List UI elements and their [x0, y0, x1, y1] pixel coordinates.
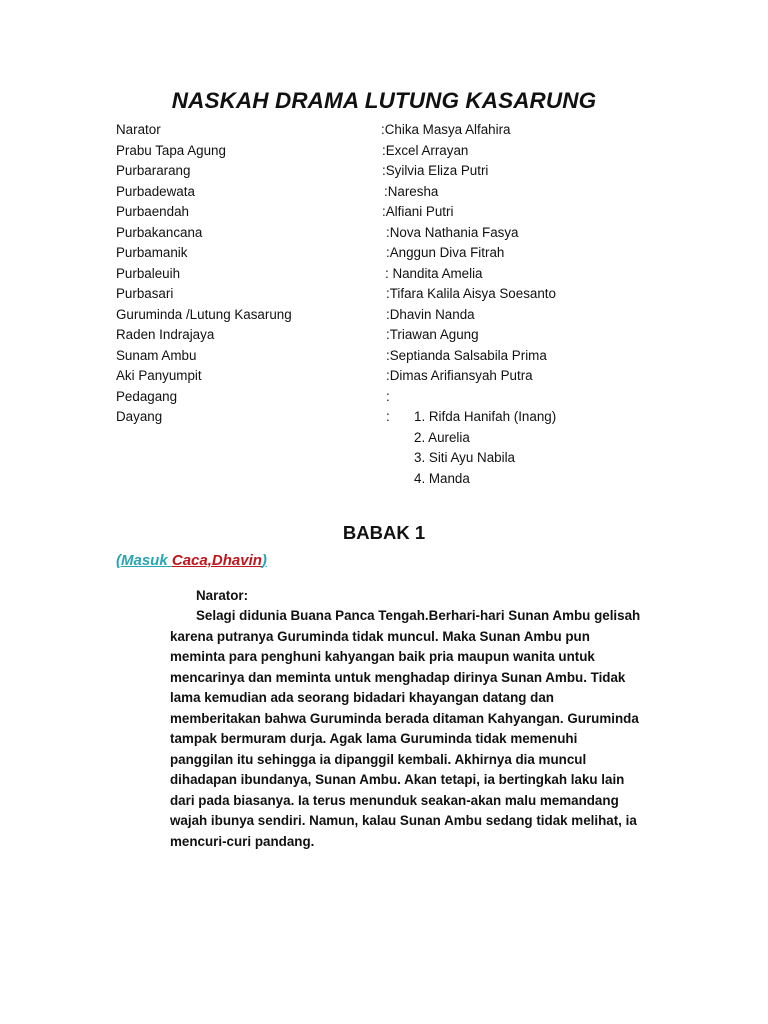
dialogue-line: karena putranya Guruminda tidak muncul. Maka Sunan Ambu pun	[170, 628, 590, 644]
dayang-member: 4. Manda	[414, 470, 470, 486]
dialogue-line: mencarinya dan meminta untuk menghadap dirinya Sunan Ambu. Tidak	[170, 669, 626, 685]
cast-actor: :Chika Masya Alfahira	[381, 122, 511, 137]
cast-role: Purbararang	[116, 163, 191, 178]
stage-direction-verb: Masuk	[121, 552, 172, 569]
cast-list	[116, 120, 676, 486]
cast-row	[116, 387, 676, 408]
cast-row	[116, 141, 676, 162]
cast-actor: :Alfiani Putri	[382, 204, 454, 219]
cast-role: Purbamanik	[116, 245, 188, 260]
dialogue-line: meminta para penghuni kahyangan baik pria maupun wanita untuk	[170, 649, 595, 664]
cast-row	[116, 366, 676, 387]
cast-row	[116, 325, 676, 346]
dialogue-paragraph	[170, 606, 660, 852]
cast-role: Purbaendah	[116, 204, 189, 219]
dayang-member: 2. Aurelia	[414, 429, 470, 445]
speaker-label: Narator:	[196, 588, 249, 603]
cast-row	[116, 407, 676, 486]
dialogue-line: dihadapan ibundanya, Sunan Ambu. Akan tetapi, ia bertingkah laku lain	[170, 772, 625, 787]
cast-row	[116, 264, 676, 285]
cast-actor: :Dimas Arifiansyah Putra	[386, 368, 533, 383]
cast-actor: :Tifara Kalila Aisya Soesanto	[386, 286, 556, 301]
cast-role: Raden Indrajaya	[116, 327, 215, 342]
cast-role: Dayang	[116, 409, 163, 424]
cast-role: Guruminda /Lutung Kasarung	[116, 306, 292, 322]
cast-row	[116, 284, 676, 305]
dayang-member: 1. Rifda Hanifah (Inang)	[414, 409, 557, 424]
cast-actor: :Syilvia Eliza Putri	[382, 163, 489, 178]
cast-role: Purbakancana	[116, 224, 203, 240]
cast-actor: :Anggun Diva Fitrah	[386, 245, 505, 260]
cast-actor: :Triawan Agung	[386, 327, 479, 342]
cast-role: Pedagang	[116, 388, 178, 404]
stage-direction-names: Caca,Dhavin	[171, 552, 262, 569]
dialogue-line: memberitakan bahwa Guruminda berada ditaman Kahyangan. Guruminda	[170, 710, 639, 726]
cast-row	[116, 161, 676, 182]
stage-direction-open-paren: (	[116, 552, 121, 569]
document-title: NASKAH DRAMA LUTUNG KASARUNG	[171, 88, 597, 113]
cast-row	[116, 243, 676, 264]
cast-actor: :Septianda Salsabila Prima	[386, 347, 547, 363]
dialogue-line: mencuri-curi pandang.	[170, 833, 315, 849]
cast-role: Purbadewata	[116, 183, 195, 199]
cast-actor: :	[386, 388, 390, 404]
cast-role: Aki Panyumpit	[116, 368, 202, 383]
cast-actor: :Nova Nathania Fasya	[386, 224, 519, 240]
cast-row	[116, 182, 676, 203]
dialogue-line: panggilan itu sehingga ia dipanggil kembali. Akhirnya dia muncul	[170, 751, 587, 767]
cast-actor: : Nandita Amelia	[385, 265, 483, 281]
cast-role: Sunam Ambu	[116, 347, 197, 363]
cast-row	[116, 120, 676, 141]
dialogue-line: tampak bermuram durja. Agak lama Guruminda tidak memenuhi	[170, 731, 578, 746]
stage-direction	[116, 552, 267, 569]
dialogue-line: dari pada biasanya. Ia terus menunduk seakan-akan malu memandang	[170, 792, 619, 808]
cast-row	[116, 305, 676, 326]
act-heading: BABAK 1	[342, 522, 426, 543]
cast-actor: :Excel Arrayan	[382, 142, 469, 158]
dialogue-line: lama kemudian ada seorang bidadari khayangan datang dan	[170, 690, 554, 705]
cast-role: Narator	[116, 122, 161, 137]
cast-role: Purbasari	[116, 286, 174, 301]
dialogue-line: Selagi didunia Buana Panca Tengah.Berhari-hari Sunan Ambu gelisah	[196, 608, 641, 623]
dayang-member: 3. Siti Ayu Nabila	[414, 450, 515, 465]
cast-row	[116, 223, 676, 244]
cast-role: Purbaleuih	[116, 265, 181, 281]
cast-row	[116, 202, 676, 223]
stage-direction-close-paren: )	[261, 552, 267, 569]
dialogue-line: wajah ibunya sendiri. Namun, kalau Sunan Ambu sedang tidak melihat, ia	[170, 813, 637, 828]
cast-row	[116, 346, 676, 367]
cast-actor: :Naresha	[384, 183, 439, 199]
cast-actor: :	[386, 409, 390, 424]
cast-actor: :Dhavin Nanda	[386, 306, 475, 322]
cast-role: Prabu Tapa Agung	[116, 142, 226, 158]
dayang-members-list	[414, 407, 556, 489]
